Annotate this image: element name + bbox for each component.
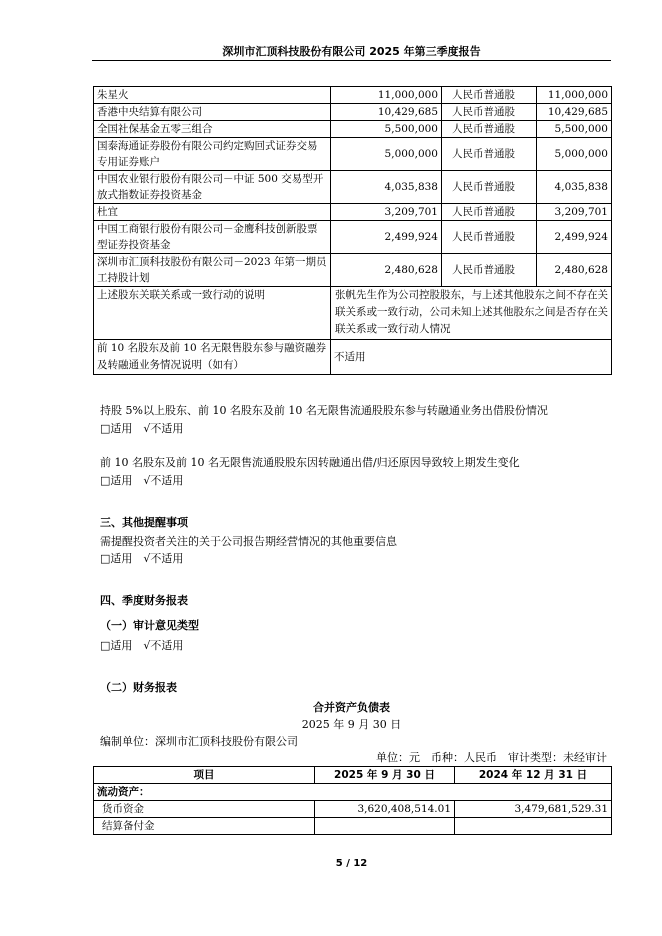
header-rule <box>92 60 611 61</box>
shareholder-name: 杜宜 <box>94 204 331 221</box>
para2-options: □适用 √不适用 <box>100 474 184 487</box>
margin-row <box>94 340 612 375</box>
share-class: 人民币普通股 <box>442 104 537 121</box>
share-class: 人民币普通股 <box>442 221 537 254</box>
sub2-title: （二）财务报表 <box>100 681 177 694</box>
shareholder-row <box>94 171 612 204</box>
share-count: 11,000,000 <box>537 87 612 104</box>
shareholder-shares: 5,500,000 <box>331 121 442 138</box>
balance-row <box>94 801 612 818</box>
shareholder-name: 中国农业银行股份有限公司－中证 500 交易型开放式指数证券投资基金 <box>94 171 331 204</box>
balance-company: 编制单位：深圳市汇顶科技股份有限公司 <box>100 735 298 748</box>
para1-text: 持股 5%以上股东、前 10 名股东及前 10 名无限售流通股股东参与转融通业务出借股份情况 <box>100 404 548 417</box>
sub1-title: （一）审计意见类型 <box>100 619 199 632</box>
col-period-end: 2025 年 9 月 30 日 <box>315 767 455 784</box>
shareholder-name: 朱星火 <box>94 87 331 104</box>
balance-prior: 3,479,681,529.31 <box>455 801 612 818</box>
shareholder-row <box>94 254 612 287</box>
para2-text: 前 10 名股东及前 10 名无限售流通股股东因转融通出借/归还原因导致较上期发生变化 <box>100 456 520 469</box>
section3-options: □适用 √不适用 <box>100 552 184 565</box>
balance-unit: 单位：元 币种：人民币 审计类型：未经审计 <box>376 751 607 764</box>
para1-options: □适用 √不适用 <box>100 422 184 435</box>
report-header: 深圳市汇顶科技股份有限公司 2025 年第三季度报告 <box>222 45 481 58</box>
shareholders-table <box>93 86 612 375</box>
page-number: 5 / 12 <box>335 858 368 869</box>
share-class: 人民币普通股 <box>442 254 537 287</box>
balance-sheet-table <box>93 766 612 835</box>
share-class: 人民币普通股 <box>442 171 537 204</box>
shareholder-shares: 5,000,000 <box>331 138 442 171</box>
shareholder-row <box>94 138 612 171</box>
section4-title: 四、季度财务报表 <box>100 594 188 607</box>
shareholder-shares: 2,480,628 <box>331 254 442 287</box>
balance-current: 3,620,408,514.01 <box>315 801 455 818</box>
share-count: 3,209,701 <box>537 204 612 221</box>
shareholder-row <box>94 121 612 138</box>
share-count: 5,500,000 <box>537 121 612 138</box>
share-count: 5,000,000 <box>537 138 612 171</box>
share-count: 10,429,685 <box>537 104 612 121</box>
balance-row <box>94 818 612 835</box>
balance-item: 货币资金 <box>94 801 315 818</box>
shareholder-shares: 11,000,000 <box>331 87 442 104</box>
relation-label: 上述股东关联关系或一致行动的说明 <box>94 287 331 340</box>
relation-row <box>94 287 612 340</box>
shareholder-shares: 10,429,685 <box>331 104 442 121</box>
share-class: 人民币普通股 <box>442 121 537 138</box>
shareholder-shares: 4,035,838 <box>331 171 442 204</box>
shareholder-shares: 3,209,701 <box>331 204 442 221</box>
shareholder-name: 国泰海通证券股份有限公司约定购回式证券交易专用证券账户 <box>94 138 331 171</box>
col-item: 项目 <box>94 767 315 784</box>
shareholder-name: 香港中央结算有限公司 <box>94 104 331 121</box>
section3-title: 三、其他提醒事项 <box>100 516 188 529</box>
margin-label: 前 10 名股东及前 10 名无限售股东参与融资融券及转融通业务情况说明（如有） <box>94 340 331 375</box>
balance-item: 结算备付金 <box>94 818 315 835</box>
share-count: 2,480,628 <box>537 254 612 287</box>
col-prior-year-end: 2024 年 12 月 31 日 <box>455 767 612 784</box>
balance-title: 合并资产负债表 <box>313 701 390 714</box>
header-row <box>94 767 612 784</box>
shareholder-name: 中国工商银行股份有限公司－金鹰科技创新股票型证券投资基金 <box>94 221 331 254</box>
section-label: 流动资产： <box>94 784 612 801</box>
shareholder-name: 全国社保基金五零三组合 <box>94 121 331 138</box>
balance-current <box>315 818 455 835</box>
section-row <box>94 784 612 801</box>
shareholder-row <box>94 204 612 221</box>
share-count: 4,035,838 <box>537 171 612 204</box>
balance-date: 2025 年 9 月 30 日 <box>301 718 402 731</box>
share-class: 人民币普通股 <box>442 87 537 104</box>
section3-text: 需提醒投资者关注的关于公司报告期经营情况的其他重要信息 <box>100 535 397 548</box>
shareholder-row <box>94 87 612 104</box>
relation-text: 张帆先生作为公司控股股东，与上述其他股东之间不存在关联关系或一致行动，公司未知上述其他股东之间是否存在关联关系或一致行动人情况 <box>331 287 612 340</box>
share-class: 人民币普通股 <box>442 138 537 171</box>
shareholder-row <box>94 221 612 254</box>
shareholder-shares: 2,499,924 <box>331 221 442 254</box>
margin-text: 不适用 <box>331 340 612 375</box>
share-count: 2,499,924 <box>537 221 612 254</box>
shareholder-row <box>94 104 612 121</box>
balance-prior <box>455 818 612 835</box>
share-class: 人民币普通股 <box>442 204 537 221</box>
shareholder-name: 深圳市汇顶科技股份有限公司－2023 年第一期员工持股计划 <box>94 254 331 287</box>
sub1-options: □适用 √不适用 <box>100 639 184 652</box>
